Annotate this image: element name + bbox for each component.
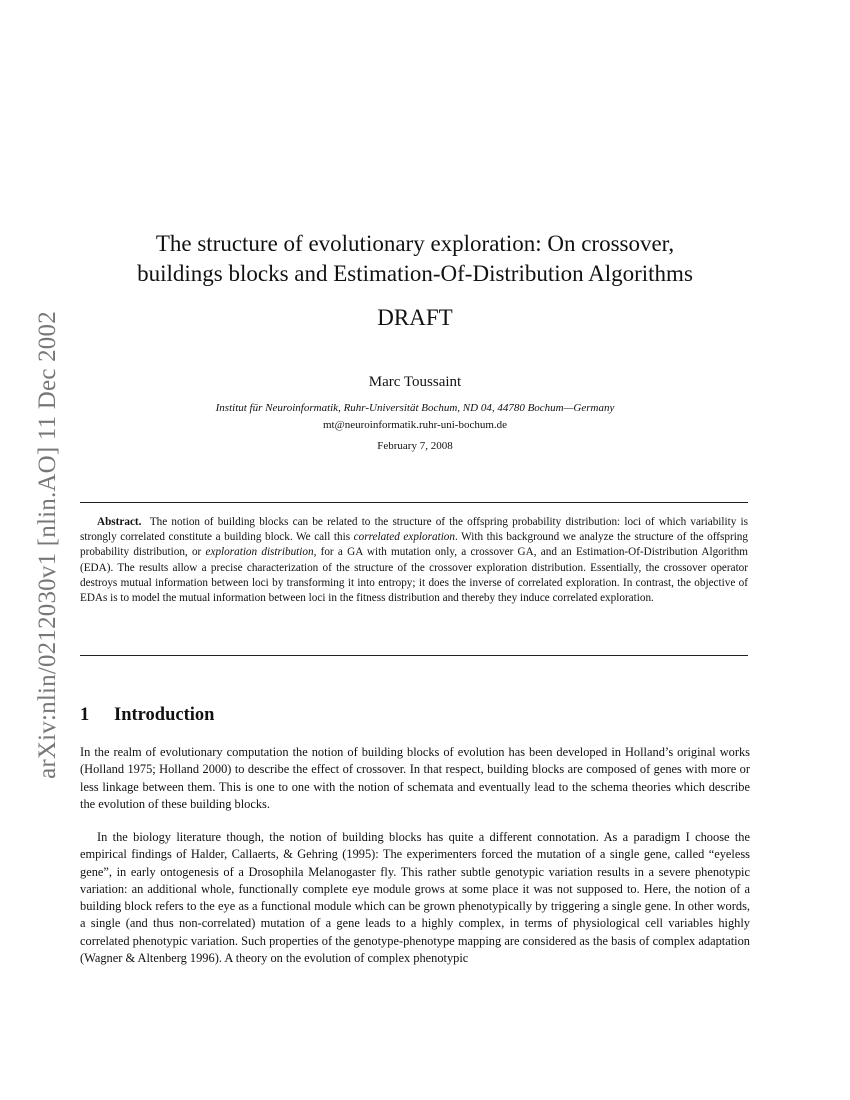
title-line-1: The structure of evolutionary exploration: On crossover, xyxy=(155,231,675,256)
paper-title xyxy=(80,229,750,289)
abstract-emphasis-2: exploration distribution xyxy=(205,546,314,559)
author-affiliation-block xyxy=(60,400,770,434)
author-email: mt@neuroinformatik.ruhr-uni-bochum.de xyxy=(322,419,508,431)
abstract-text-1: The notion of building blocks can be related to the structure of the offspring probability distribution: loci of which variability is strongly correlated constitute a building block. We call this xyxy=(80,516,748,544)
draft-label: DRAFT xyxy=(377,305,453,330)
abstract-label: Abstract. xyxy=(97,516,142,528)
abstract-text-2: . With this background we analyze the structure of the offspring probability distribution, or xyxy=(80,531,748,559)
section-heading xyxy=(80,703,214,727)
abstract-top-rule xyxy=(80,502,748,503)
section-number: 1 xyxy=(80,705,90,725)
arxiv-identifier: arXiv:nlin/0212030v1 [nlin.AO] 11 Dec 2002 xyxy=(34,311,61,779)
paper-date: February 7, 2008 xyxy=(377,440,453,452)
abstract xyxy=(80,515,748,606)
title-line-2: buildings blocks and Estimation-Of-Distribution Algorithms xyxy=(137,261,693,286)
author-name: Marc Toussaint xyxy=(368,374,462,390)
abstract-bottom-rule xyxy=(80,655,748,656)
abstract-text-3: , for a GA with mutation only, a crossover GA, and an Estimation-Of-Distribution Algorithm (EDA). The results allow a precise characterization of the structure of the crossover exploration distribution. Essentially, the crossover operator destroys mutual information between loci by transforming it into entropy; it does the inverse of correlated exploration. In contrast, the objective of EDAs is to model the mutual information between loci in the fitness distribution and thereby they induce correlated exploration. xyxy=(80,546,748,605)
affiliation: Institut für Neuroinformatik, Ruhr-Universität Bochum, ND 04, 44780 Bochum—Germany xyxy=(215,402,615,414)
section-title: Introduction xyxy=(114,705,215,725)
abstract-emphasis-1: correlated exploration xyxy=(353,531,455,544)
intro-paragraph-2: In the biology literature though, the notion of building blocks has quite a different connotation. As a paradigm I choose the empirical findings of Halder, Callaerts, & Gehring (1995): The experimenters forced the mutation of a single gene, called “eyeless gene”, in early ontogenesis of a Drosophila Melanogaster fly. This rather subtle genotypic variation results in a severe phenotypic variation: an additional whole, functionally complete eye module grows at some place it was not supposed to. Here, the notion of a building block refers to the eye as a functional module which can be grown phenotypically by triggering a single gene. In other words, a single (and thus non-correlated) mutation of a gene leads to a highly complex, in terms of physiological cell variables highly correlated phenotypic variation. Such properties of the genotype-phenotype mapping are considered as the basis of complex adaptation (Wagner & Altenberg 1996). A theory on the evolution of complex phenotypic xyxy=(80,830,750,966)
intro-paragraph-1: In the realm of evolutionary computation the notion of building blocks of evolution has been developed in Holland’s original works (Holland 1975; Holland 2000) to describe the effect of crossover. In that respect, building blocks are composed of genes with more or less linkage between them. This is one to one with the notion of schemata and eventually lead to the schema theories which describe the evolution of these building blocks. xyxy=(80,745,750,811)
